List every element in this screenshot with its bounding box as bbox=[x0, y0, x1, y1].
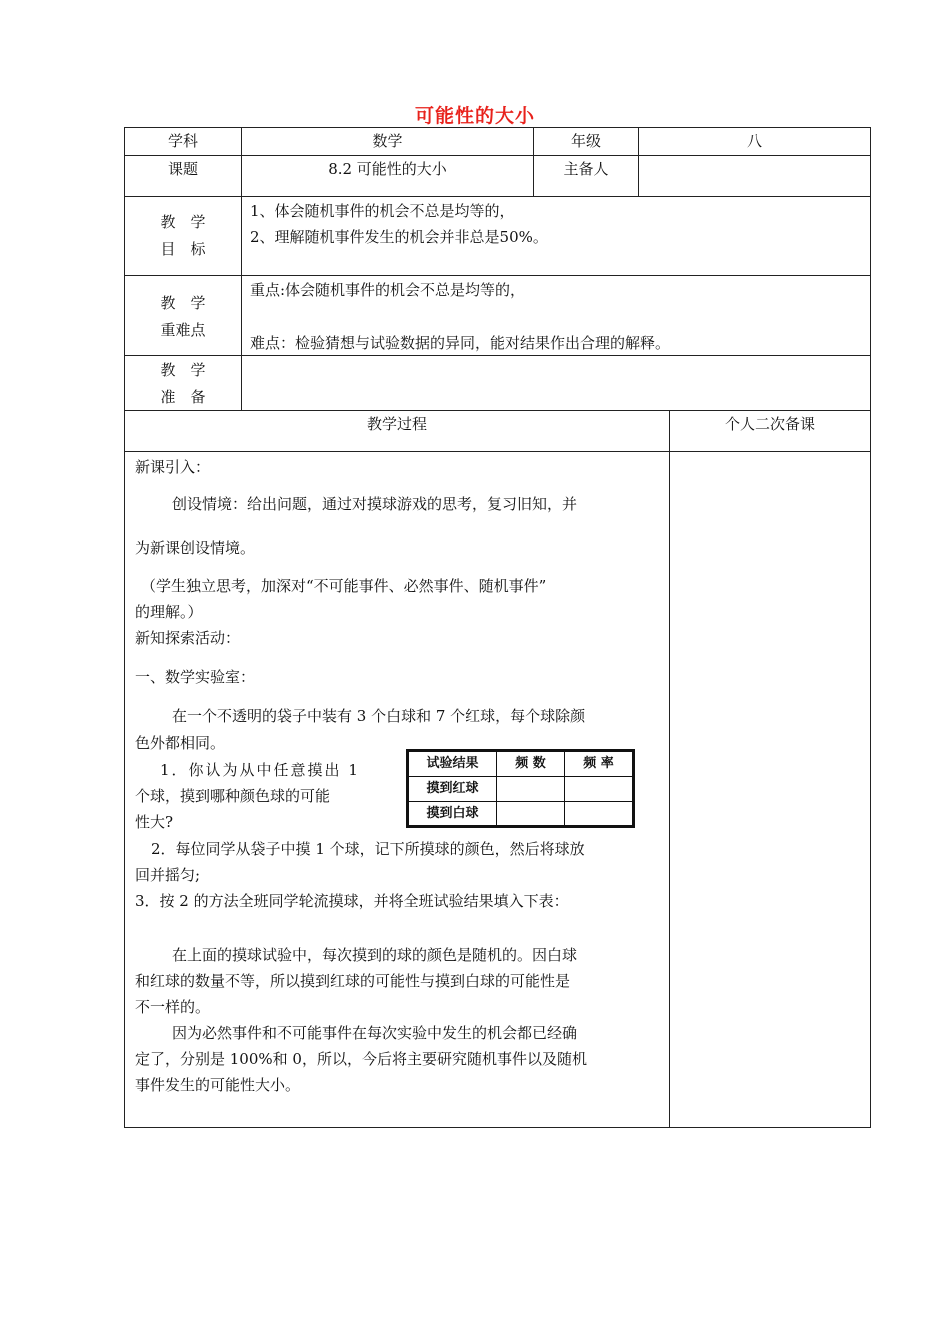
row-divider bbox=[124, 196, 871, 197]
intro-heading: 新课引入： bbox=[135, 458, 211, 476]
goals-label: 目 标 bbox=[160, 240, 206, 258]
goal-line: 2、理解随机事件发生的机会并非总是50%。 bbox=[250, 228, 548, 246]
paragraph-line: （学生独立思考，加深对“不可能事件、必然事件、随机事件” bbox=[141, 577, 547, 595]
paragraph-line: 不一样的。 bbox=[135, 998, 211, 1016]
table-header-cell: 频 率 bbox=[583, 756, 614, 771]
personal-header: 个人二次备课 bbox=[724, 415, 815, 433]
goal-line: 1、体会随机事件的机会不总是均等的， bbox=[250, 202, 515, 220]
table-border bbox=[632, 749, 635, 828]
prep-label: 准 备 bbox=[160, 388, 206, 406]
col-divider bbox=[669, 410, 670, 1127]
page-title: 可能性的大小 bbox=[414, 105, 535, 127]
paragraph-line: 事件发生的可能性大小。 bbox=[135, 1076, 301, 1094]
table-border bbox=[870, 127, 871, 1127]
keypoints-label: 重难点 bbox=[160, 321, 206, 339]
paragraph-line: 创设情境：给出问题，通过对摸球游戏的思考，复习旧知，并 bbox=[172, 495, 578, 513]
row-divider bbox=[124, 451, 871, 452]
grade-value: 八 bbox=[746, 132, 762, 150]
lab-heading: 一、数学实验室： bbox=[135, 668, 256, 686]
preparer-label: 主备人 bbox=[563, 160, 609, 178]
table-header-cell: 频 数 bbox=[515, 756, 546, 771]
table-header-cell: 试验结果 bbox=[426, 756, 479, 771]
row-divider bbox=[124, 275, 871, 276]
table-row-label: 摸到白球 bbox=[426, 806, 479, 821]
paragraph-line: 色外都相同。 bbox=[135, 734, 226, 752]
paragraph-line: 和红球的数量不等，所以摸到红球的可能性与摸到白球的可能性是 bbox=[135, 972, 571, 990]
question-line: 回并摇匀; bbox=[135, 866, 201, 884]
paragraph-line: 因为必然事件和不可能事件在每次实验中发生的机会都已经确 bbox=[172, 1024, 578, 1042]
question-line: 性大? bbox=[135, 813, 174, 831]
subject-value: 数学 bbox=[372, 132, 403, 150]
paragraph-line: 在一个不透明的袋子中装有 3 个白球和 7 个红球，每个球除颜 bbox=[172, 707, 586, 725]
question-line: 1．你认为从中任意摸出 1 bbox=[160, 761, 360, 779]
table-row-label: 摸到红球 bbox=[426, 781, 479, 796]
paragraph-line: 为新课创设情境。 bbox=[135, 539, 256, 557]
explore-heading: 新知探索活动： bbox=[135, 629, 241, 647]
paragraph-line: 定了，分别是 100%和 0，所以，今后将主要研究随机事件以及随机 bbox=[135, 1050, 587, 1068]
grade-label: 年级 bbox=[570, 132, 601, 150]
goals-label: 教 学 bbox=[160, 213, 206, 231]
topic-value: 8.2 可能性的大小 bbox=[328, 160, 447, 178]
key-point: 重点:体会随机事件的机会不总是均等的， bbox=[250, 281, 526, 299]
table-border bbox=[124, 127, 125, 1127]
paragraph-line: 在上面的摸球试验中，每次摸到的球的颜色是随机的。因白球 bbox=[172, 946, 578, 964]
keypoints-label: 教 学 bbox=[160, 294, 206, 312]
table-border bbox=[124, 1127, 871, 1128]
paragraph-line: 的理解。） bbox=[135, 603, 203, 621]
question-line: 2．每位同学从袋子中摸 1 个球，记下所摸球的颜色，然后将球放 bbox=[151, 840, 585, 858]
subject-label: 学科 bbox=[167, 132, 198, 150]
question-line: 个球，摸到哪种颜色球的可能 bbox=[135, 787, 331, 805]
experiment-table bbox=[406, 749, 635, 828]
topic-label: 课题 bbox=[167, 160, 198, 178]
difficult-point: 难点：检验猜想与试验数据的异同，能对结果作出合理的解释。 bbox=[250, 334, 671, 352]
prep-label: 教 学 bbox=[160, 361, 206, 379]
question-line: 3．按 2 的方法全班同学轮流摸球，并将全班试验结果填入下表： bbox=[135, 892, 569, 910]
process-header: 教学过程 bbox=[366, 415, 427, 433]
